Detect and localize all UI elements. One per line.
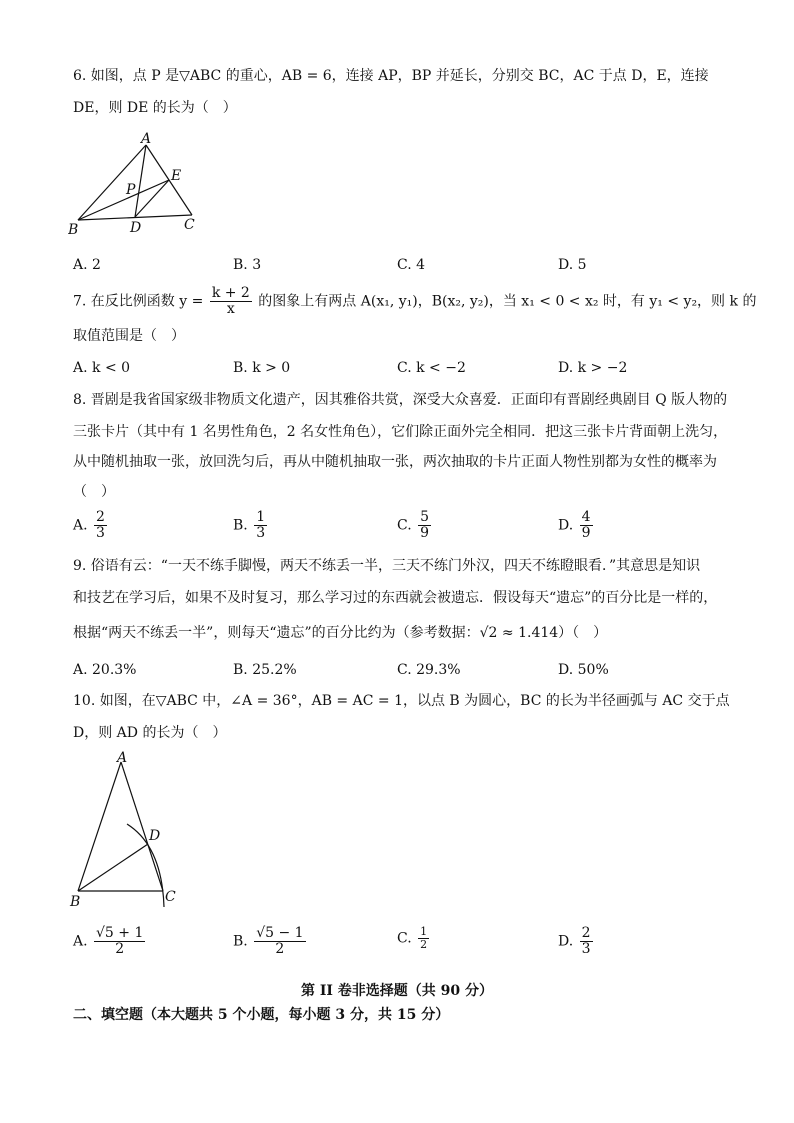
q6-label-d: D — [130, 220, 142, 236]
q7-fraction-numerator: k + 2 — [211, 285, 250, 301]
q9-option-a[interactable]: A. 20.3% — [73, 662, 137, 678]
q8-option-d[interactable] — [558, 510, 595, 541]
q6-stem-line2: DE，则 DE 的长为（ ） — [73, 100, 237, 116]
q6-figure — [68, 128, 203, 238]
q8-option-b-fraction — [254, 510, 267, 541]
q6-label-b: B — [68, 222, 79, 238]
q10-stem-line2: D，则 AD 的长为（ ） — [73, 725, 227, 741]
q8-option-a[interactable] — [73, 510, 109, 541]
q10-option-b-label: B. — [233, 933, 248, 950]
fill-in-section-title: 二、填空题（本大题共 5 个小题，每小题 3 分，共 15 分） — [73, 1007, 450, 1023]
q8-stem-line3: 从中随机抽取一张，放回洗匀后，再从中随机抽取一张，两次抽取的卡片正面人物性别都为女性的概率为 — [73, 454, 717, 470]
fraction-denominator: 3 — [256, 525, 266, 541]
q10-stem-line1: 10. 如图，在▽ABC 中，∠A = 36°，AB = AC = 1，以点 B 为圆心，BC 的长为半径画弧与 AC 交于点 — [73, 693, 730, 709]
q10-option-b-fraction — [254, 926, 305, 957]
q10-label-c: C — [165, 889, 176, 905]
q10-option-c-fraction — [418, 926, 429, 951]
q10-label-a: A — [117, 750, 128, 766]
q8-option-b[interactable] — [233, 510, 269, 541]
q6-label-a: A — [141, 131, 152, 147]
section-title: 第 II 卷非选择题（共 90 分） — [300, 983, 494, 999]
fraction-numerator: √5 + 1 — [96, 925, 144, 941]
q8-stem-line4: （ ） — [73, 484, 115, 500]
q10-option-c-label: C. — [397, 930, 412, 947]
fraction-denominator: 9 — [420, 525, 430, 541]
q8-option-d-label: D. — [558, 517, 574, 534]
q6-option-d[interactable]: D. 5 — [558, 257, 587, 273]
fraction-numerator: 4 — [581, 509, 591, 525]
q8-option-b-label: B. — [233, 517, 248, 534]
q9-stem-line2: 和技艺在学习后，如果不及时复习，那么学习过的东西就会被遗忘．假设每天“遗忘”的百分比是一样的， — [73, 590, 718, 606]
q8-option-c-fraction — [418, 510, 431, 541]
q8-stem-line2: 三张卡片（其中有 1 名男性角色，2 名女性角色），它们除正面外完全相同．把这三张卡片背面朝上洗匀， — [73, 424, 728, 440]
q9-option-c[interactable]: C. 29.3% — [397, 662, 461, 678]
q7-stem-pre: 7. 在反比例函数 y = — [73, 293, 204, 310]
q10-option-c[interactable] — [397, 926, 431, 951]
q10-option-d-fraction — [580, 926, 593, 957]
q7-fraction — [210, 286, 252, 317]
q7-option-b[interactable]: B. k > 0 — [233, 360, 291, 376]
q6-option-c[interactable]: C. 4 — [397, 257, 426, 273]
fraction-denominator: 3 — [96, 525, 105, 541]
q7-stem-line2: 取值范围是（ ） — [73, 328, 185, 344]
q7-option-d[interactable]: D. k > −2 — [558, 360, 628, 376]
q10-option-a[interactable] — [73, 926, 147, 957]
q7-stem-line1 — [73, 286, 756, 317]
q6-stem-line1: 6. 如图，点 P 是▽ABC 的重心，AB = 6，连接 AP，BP 并延长，分别交 BC，AC 于点 D，E，连接 — [73, 68, 709, 84]
fraction-numerator: 1 — [256, 509, 266, 525]
fraction-denominator: 2 — [275, 941, 285, 957]
fraction-denominator: 3 — [581, 941, 591, 957]
q6-label-p: P — [126, 182, 136, 198]
q10-option-d-label: D. — [558, 933, 574, 950]
q8-stem-line1: 8. 晋剧是我省国家级非物质文化遗产，因其雅俗共赏，深受大众喜爱．正面印有晋剧经典剧目 Q 版人物的 — [73, 392, 728, 408]
q8-option-c-label: C. — [397, 517, 412, 534]
q10-option-a-label: A. — [73, 933, 88, 950]
q9-stem-line3: 根据“两天不练丢一半”，则每天“遗忘”的百分比约为（参考数据：√2 ≈ 1.414）（ ） — [73, 625, 608, 641]
fraction-numerator: 1 — [420, 925, 428, 938]
q8-option-d-fraction — [580, 510, 593, 541]
fraction-numerator: 2 — [96, 509, 105, 525]
q9-option-d[interactable]: D. 50% — [558, 662, 609, 678]
q6-option-b[interactable]: B. 3 — [233, 257, 262, 273]
q10-label-d: D — [149, 828, 161, 844]
fraction-denominator: 2 — [420, 938, 428, 951]
q10-label-b: B — [70, 894, 81, 910]
q8-option-a-fraction — [94, 510, 107, 541]
q9-option-b[interactable]: B. 25.2% — [233, 662, 297, 678]
q6-label-c: C — [184, 217, 195, 233]
q10-option-b[interactable] — [233, 926, 308, 957]
q7-option-c[interactable]: C. k < −2 — [397, 360, 466, 376]
fraction-denominator: 2 — [115, 941, 125, 957]
q7-option-a[interactable]: A. k < 0 — [73, 360, 131, 376]
q10-figure — [66, 746, 186, 916]
q6-option-a[interactable]: A. 2 — [73, 257, 101, 273]
fraction-numerator: 2 — [581, 925, 591, 941]
q6-label-e: E — [171, 168, 182, 184]
fraction-denominator: 9 — [581, 525, 591, 541]
q8-option-c[interactable] — [397, 510, 433, 541]
q8-option-a-label: A. — [73, 517, 88, 534]
fraction-numerator: √5 − 1 — [256, 925, 304, 941]
q7-fraction-denominator: x — [226, 301, 235, 317]
q9-stem-line1: 9. 俗语有云：“一天不练手脚慢，两天不练丢一半，三天不练门外汉，四天不练瞪眼看．”其意思是知识 — [73, 558, 701, 574]
q10-option-a-fraction — [94, 926, 145, 957]
fraction-numerator: 5 — [420, 509, 430, 525]
q7-stem-post: 的图象上有两点 A(x₁, y₁)，B(x₂, y₂)，当 x₁ < 0 < x₂ 时，有 y₁ < y₂，则 k 的 — [258, 293, 757, 310]
q10-option-d[interactable] — [558, 926, 595, 957]
